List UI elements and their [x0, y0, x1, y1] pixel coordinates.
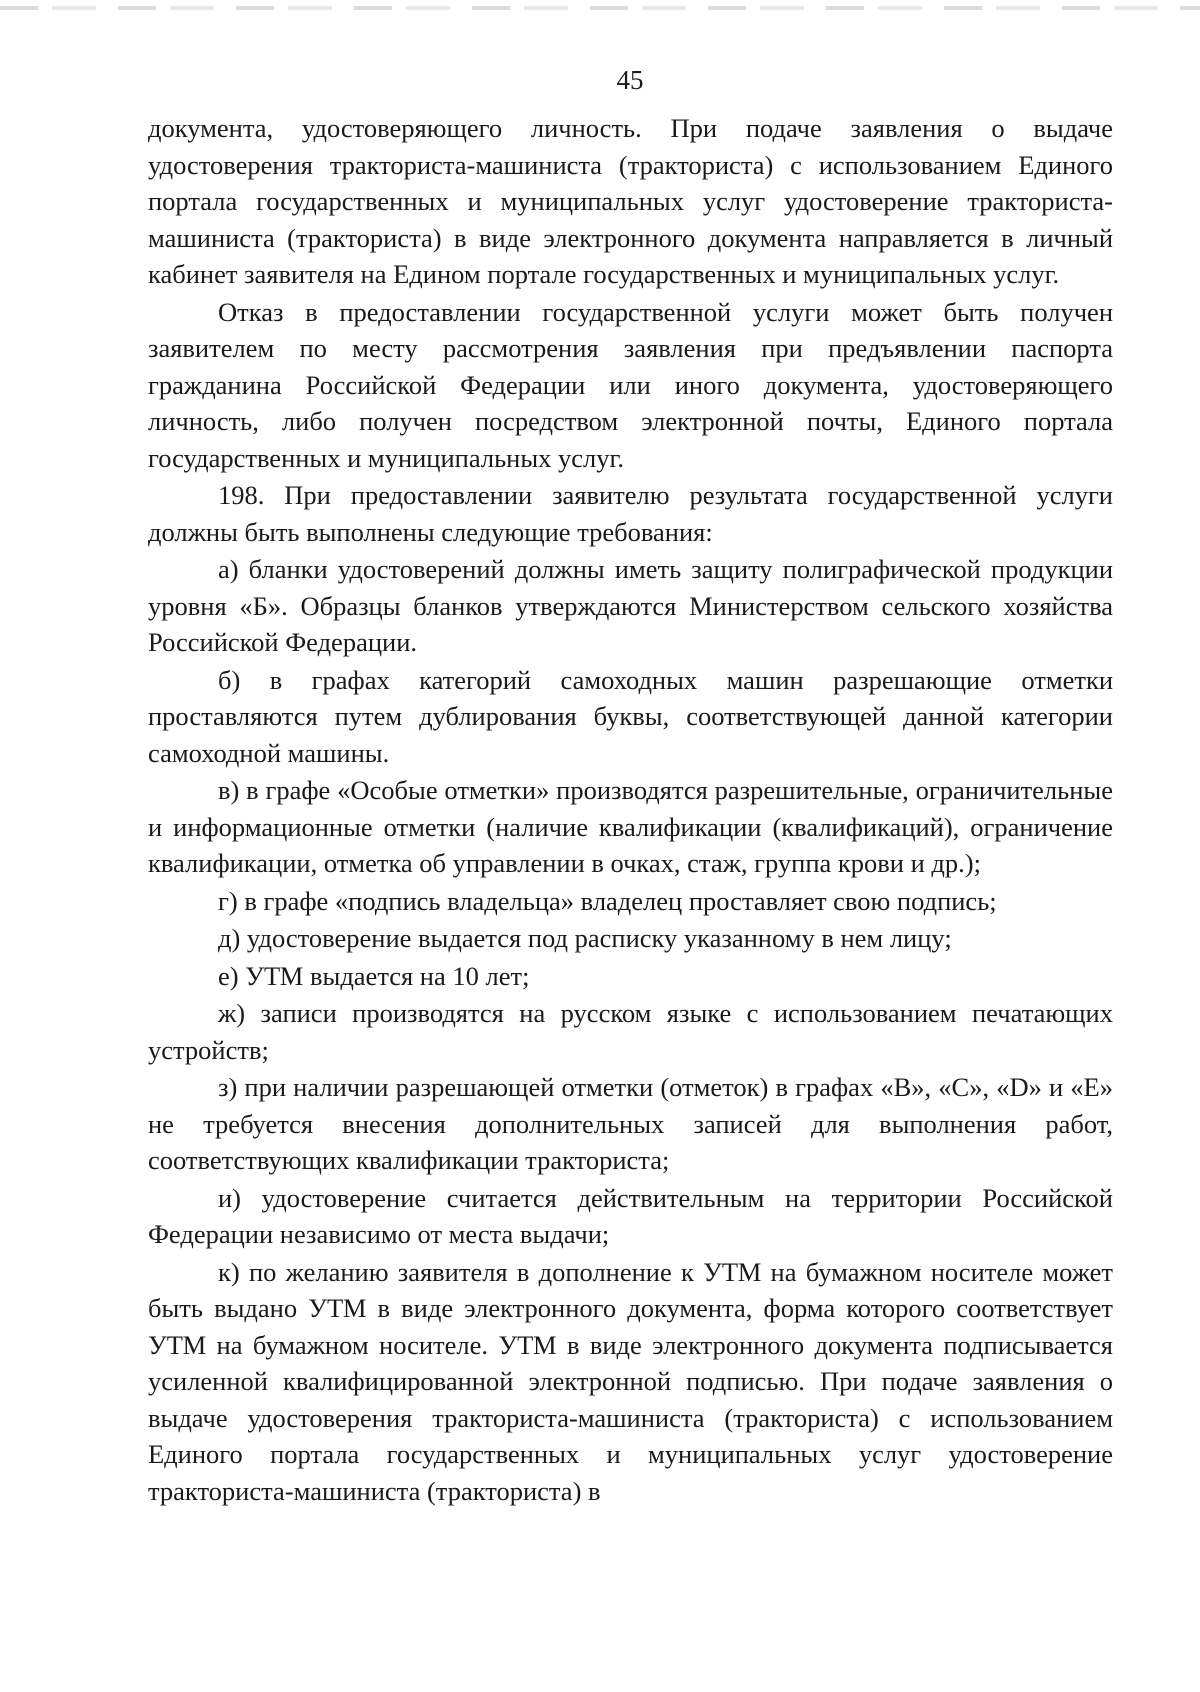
list-item-a: а) бланки удостоверений должны иметь защиту полиграфической продукции уровня «Б». Образцы бланков утверждаются Министерством сельского хозяйства Российской Федерации. — [148, 554, 1113, 657]
page-number: 45 — [616, 65, 644, 95]
list-item-i: и) удостоверение считается действительным на территории Российской Федерации независимо от места выдачи; — [148, 1182, 1113, 1249]
scan-edge-artifact — [0, 6, 1200, 10]
list-item-v: в) в графе «Особые отметки» производятся разрешительные, ограничительные и информационные отметки (наличие квалификации (квалификаций), ограничение квалификации, отметка об управлении в очках, стаж, группа крови и др.); — [148, 775, 1113, 878]
list-item-b: б) в графах категорий самоходных машин разрешающие отметки проставляются путем дублирования буквы, соответствующей данной категории самоходной машины. — [148, 664, 1113, 768]
paragraph-continuation: документа, удостоверяющего личность. При подаче заявления о выдаче удостоверения тракториста-машиниста (тракториста) с использованием Единого портала государственных и муниципальных услуг удостоверение тракториста-машиниста (тракториста) в виде электронного документа направляется в личный кабинет заявителя на Едином портале государственных и муниципальных услуг. — [148, 113, 1113, 289]
document-body — [148, 110, 1113, 1509]
paragraph-198: 198. При предоставлении заявителю результата государственной услуги должны быть выполнены следующие требования: — [148, 480, 1113, 547]
list-item-e: е) УТМ выдается на 10 лет; — [218, 960, 530, 991]
paragraph-refusal: Отказ в предоставлении государственной услуги может быть получен заявителем по месту рассмотрения заявления при предъявлении паспорта гражданина Российской Федерации или иного документа, удостоверяющего личность, либо получен посредством электронной почты, Единого портала государственных и муниципальных услуг. — [148, 296, 1113, 473]
list-item-z: з) при наличии разрешающей отметки (отметок) в графах «В», «С», «D» и «Е» не требуется внесения дополнительных записей для выполнения работ, соответствующих квалификации тракториста; — [148, 1072, 1113, 1175]
list-item-zh: ж) записи производятся на русском языке с использованием печатающих устройств; — [148, 998, 1113, 1065]
list-item-k: к) по желанию заявителя в дополнение к УТМ на бумажном носителе может быть выдано УТМ в виде электронного документа, форма которого соответствует УТМ на бумажном носителе. УТМ в виде электронного документа подписывается усиленной квалифицированной электронной подписью. При подаче заявления о выдаче удостоверения тракториста-машиниста (тракториста) с использованием Единого портала государственных и муниципальных услуг удостоверение тракториста-машиниста (тракториста) в — [148, 1256, 1113, 1506]
list-item-g: г) в графе «подпись владельца» владелец проставляет свою подпись; — [218, 885, 997, 916]
list-item-d: д) удостоверение выдается под расписку указанному в нем лицу; — [218, 923, 952, 953]
